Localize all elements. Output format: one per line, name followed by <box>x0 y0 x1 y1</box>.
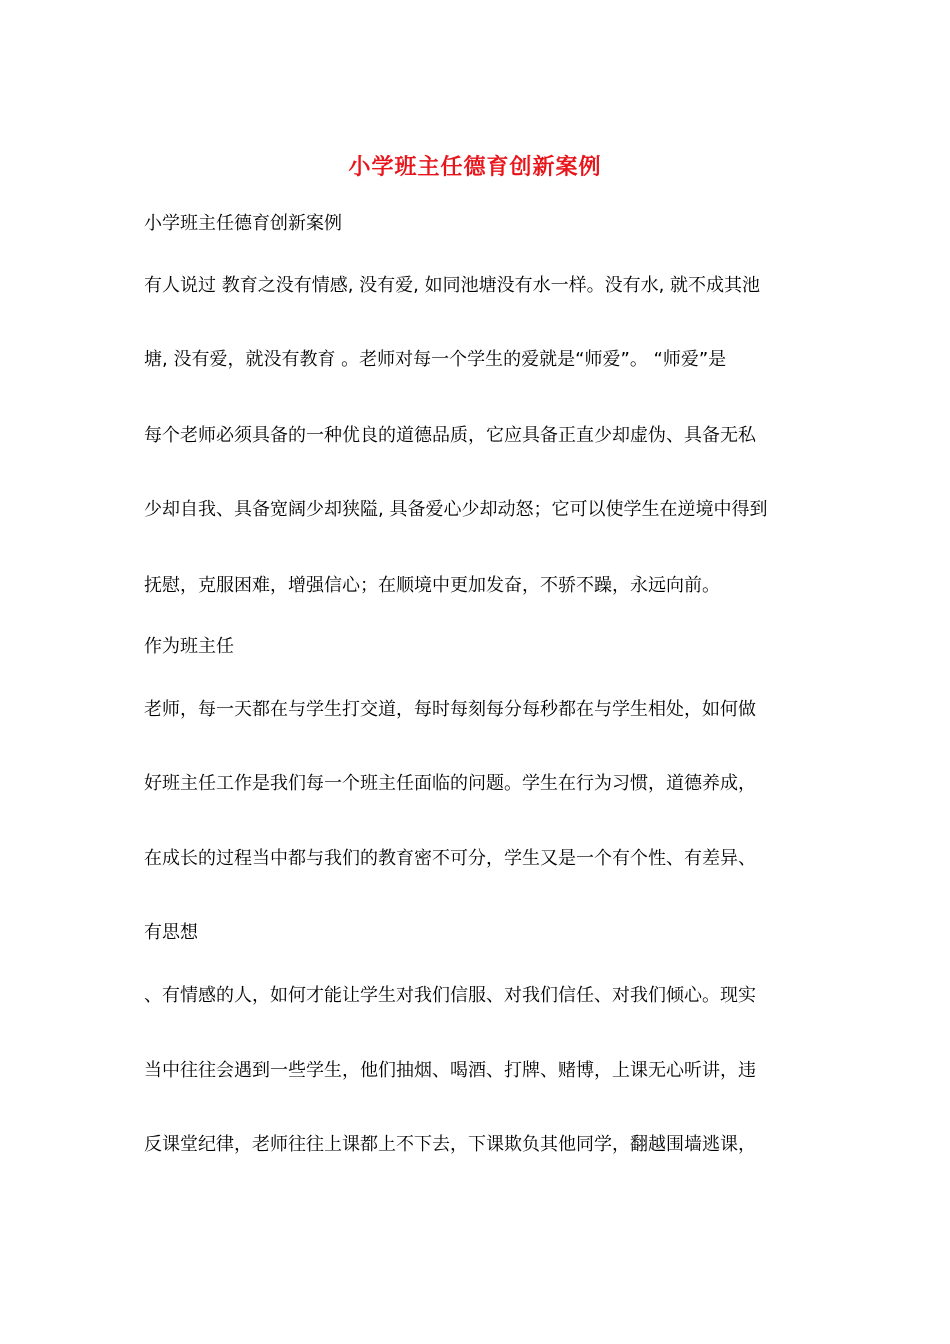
body-line: 每个老师必须具备的一种优良的道德品质，它应具备正直少却虚伪、具备无私 <box>144 425 756 446</box>
body-line: 好班主任工作是我们每一个班主任面临的问题。学生在行为习惯，道德养成， <box>144 773 756 794</box>
body-line: 有人说过 教育之没有情感, 没有爱, 如同池塘没有水一样。没有水, 就不成其池 <box>144 275 761 296</box>
body-line: 有思想 <box>144 922 198 943</box>
body-line: 反课堂纪律，老师往往上课都上不下去，下课欺负其他同学，翻越围墙逃课， <box>144 1134 756 1155</box>
body-line: 塘, 没有爱，就没有教育 。老师对每一个学生的爱就是“师爱”。 “师爱”是 <box>144 349 727 370</box>
document-title: 小学班主任德育创新案例 <box>348 154 602 180</box>
body-line: 、有情感的人，如何才能让学生对我们信服、对我们信任、对我们倾心。现实 <box>144 985 756 1006</box>
subtitle-line: 小学班主任德育创新案例 <box>144 213 342 234</box>
body-line: 当中往往会遇到一些学生，他们抽烟、喝酒、打牌、赌博，上课无心听讲，违 <box>144 1060 756 1081</box>
body-line: 老师，每一天都在与学生打交道，每时每刻每分每秒都在与学生相处，如何做 <box>144 699 756 720</box>
body-line: 少却自我、具备宽阔少却狭隘, 具备爱心少却动怒；它可以使学生在逆境中得到 <box>144 499 768 520</box>
body-line: 在成长的过程当中都与我们的教育密不可分，学生又是一个有个性、有差异、 <box>144 848 756 869</box>
body-line: 抚慰，克服困难，增强信心；在顺境中更加发奋，不骄不躁，永远向前。 <box>144 575 720 596</box>
body-line: 作为班主任 <box>144 636 234 657</box>
